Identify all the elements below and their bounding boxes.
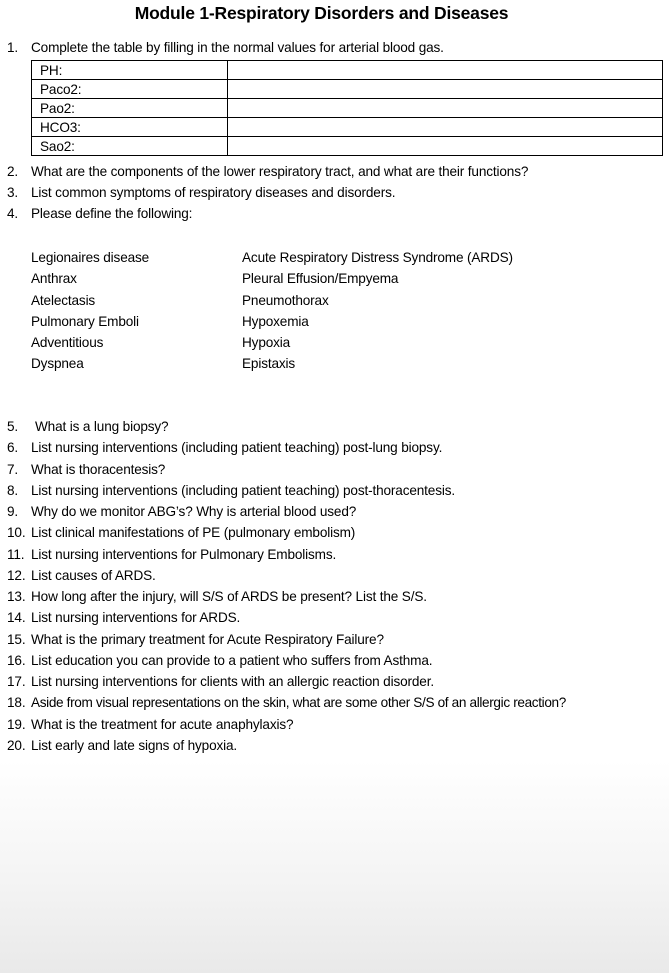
table-row <box>32 118 663 137</box>
question-text: List nursing interventions (including patient teaching) post-thoracentesis. <box>31 483 455 498</box>
table-row <box>32 61 663 80</box>
question-text: List nursing interventions for ARDS. <box>31 610 241 625</box>
term-item: Legionaires disease <box>31 250 150 265</box>
abg-label-hco3: HCO3: <box>32 118 228 137</box>
question-text: What are the components of the lower respiratory tract, and what are their functions? <box>31 164 529 179</box>
question-text: What is a lung biopsy? <box>35 419 169 434</box>
question-text: List nursing interventions (including patient teaching) post-lung biopsy. <box>31 440 443 455</box>
question-number: 9. <box>7 504 19 519</box>
abg-label-ph: PH: <box>32 61 228 80</box>
term-item: Epistaxis <box>242 356 296 371</box>
term-item: Pleural Effusion/Empyema <box>242 271 399 286</box>
question-number: 4. <box>7 206 19 221</box>
term-item: Dyspnea <box>31 356 84 371</box>
abg-value-pao2[interactable] <box>228 99 663 118</box>
question-text: What is the treatment for acute anaphylaxis? <box>31 717 294 732</box>
abg-label-sao2: Sao2: <box>32 137 228 156</box>
question-text: Please define the following: <box>31 206 193 221</box>
abg-value-sao2[interactable] <box>228 137 663 156</box>
question-text: Aside from visual representations on the skin, what are some other S/S of an allergic reaction? <box>31 695 566 710</box>
question-number: 2. <box>7 164 19 179</box>
question-number: 17. <box>7 674 26 689</box>
question-text: List nursing interventions for Pulmonary Embolisms. <box>31 547 337 562</box>
question-number: 20. <box>7 738 26 753</box>
question-number: 5. <box>7 419 19 434</box>
question-text: What is the primary treatment for Acute Respiratory Failure? <box>31 632 384 647</box>
question-number: 18. <box>7 695 26 710</box>
question-number: 15. <box>7 632 26 647</box>
term-item: Hypoxia <box>242 335 291 350</box>
question-number: 6. <box>7 440 19 455</box>
question-number: 1. <box>7 40 19 55</box>
question-text: Complete the table by filling in the normal values for arterial blood gas. <box>31 40 444 55</box>
question-text: List early and late signs of hypoxia. <box>31 738 238 753</box>
question-text: How long after the injury, will S/S of ARDS be present? List the S/S. <box>31 589 427 604</box>
abg-value-ph[interactable] <box>228 61 663 80</box>
term-item: Pulmonary Emboli <box>31 314 139 329</box>
term-item: Hypoxemia <box>242 314 309 329</box>
abg-label-paco2: Paco2: <box>32 80 228 99</box>
question-text: List nursing interventions for clients with an allergic reaction disorder. <box>31 674 434 689</box>
abg-values-table <box>31 60 663 156</box>
question-text: Why do we monitor ABG’s? Why is arterial blood used? <box>31 504 357 519</box>
question-number: 16. <box>7 653 26 668</box>
term-item: Pneumothorax <box>242 293 329 308</box>
question-number: 10. <box>7 525 26 540</box>
question-number: 8. <box>7 483 19 498</box>
question-number: 13. <box>7 589 26 604</box>
question-number: 19. <box>7 717 26 732</box>
page-title: Module 1-Respiratory Disorders and Diseases <box>134 3 509 23</box>
question-number: 7. <box>7 462 19 477</box>
question-number: 12. <box>7 568 26 583</box>
abg-value-paco2[interactable] <box>228 80 663 99</box>
table-row <box>32 99 663 118</box>
abg-value-hco3[interactable] <box>228 118 663 137</box>
question-number: 11. <box>7 547 25 562</box>
question-number: 14. <box>7 610 26 625</box>
term-item: Adventitious <box>31 335 104 350</box>
table-row <box>32 137 663 156</box>
question-text: List clinical manifestations of PE (pulmonary embolism) <box>31 525 356 540</box>
term-item: Anthrax <box>31 271 77 286</box>
table-row <box>32 80 663 99</box>
question-text: List education you can provide to a patient who suffers from Asthma. <box>31 653 433 668</box>
term-item: Acute Respiratory Distress Syndrome (ARDS) <box>242 250 513 265</box>
abg-label-pao2: Pao2: <box>32 99 228 118</box>
question-text: List common symptoms of respiratory diseases and disorders. <box>31 185 396 200</box>
question-text: List causes of ARDS. <box>31 568 156 583</box>
question-number: 3. <box>7 185 19 200</box>
term-item: Atelectasis <box>31 293 96 308</box>
question-text: What is thoracentesis? <box>31 462 166 477</box>
